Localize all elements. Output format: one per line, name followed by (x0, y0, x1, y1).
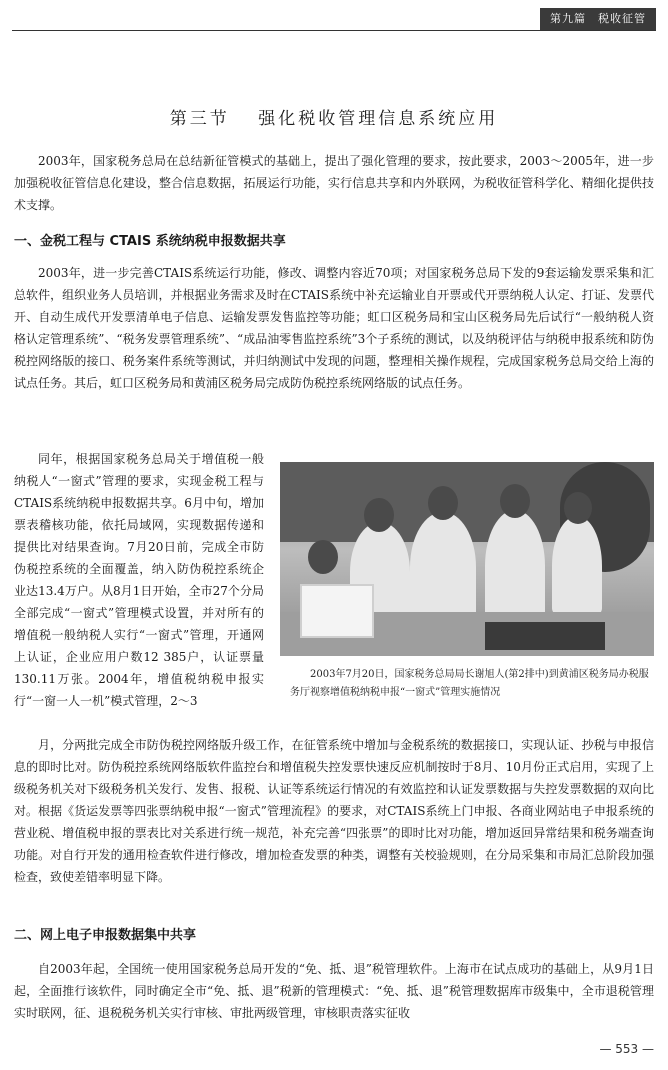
heading-two: 二、网上电子申报数据集中共享 (14, 928, 197, 943)
paragraph-two-rest: 月，分两批完成全市防伪税控网络版升级工作，在征管系统中增加与金税系统的数据接口，实现认证、抄税与申报信息的即时比对。防伪税控系统网络版软件监控台和增值税失控发票快速反应机制按时于8月、10月份正式启用，实现了上级税务机关对下级税务机关发行、发售、报税、认证等系统运行情况的有效监控和认证发票数据与失控发票数据的双向比对。根据《货运发票等四张票纳税申报“一窗式”管理流程》的要求，对CTAIS系统上门申报、各商业网站电子申报系统的营业税、增值税申报的票表比对关系进行统一规范，补充完善“四张票”的即时比对功能，增加返回异常结果和税务端查询功能。对自行开发的通用检查软件进行修改，增加检查发票的种类，调整有关校验规则，在分局采集和市局汇总阶段加强检查，致使差错率明显下降。 (14, 738, 654, 884)
paragraph-two-left: 同年，根据国家税务总局关于增值税一般纳税人“一窗式”管理的要求，实现金税工程与CTAIS系统纳税申报数据共享。6月中旬，增加票表稽核功能，依托局域网，实现数据传递和提供比对结果查询。7月20日前，完成全市防伪税控系统的全面覆盖，纳入防伪税控系统企业达13.4万户。从8月1日开始，全市27个分局全部完成“一窗式”管理模式设置，并对所有的增值税一般纳税人实行“一窗式”管理，开通网上认证，企业应用户数12 385户，认证票量130.11万张。2004年，增值税纳税申报实行“一窗一人一机”模式管理，2～3 (14, 452, 264, 708)
chapter-tab: 第九篇 税收征管 (540, 8, 656, 30)
heading-one: 一、金税工程与 CTAIS 系统纳税申报数据共享 (14, 234, 286, 249)
page-number: — 553 — (599, 1042, 654, 1056)
paragraph-three: 自2003年起，全国统一使用国家税务总局开发的“免、抵、退”税管理软件。上海市在试点成功的基础上，从9月1日起，全面推行该软件，同时确定全市“免、抵、退”税新的管理模式：“免、抵、退”税管理数据库市级集中，全市退税管理实时联网，征、退税税务机关实行审核、审批两级管理，审核职责落实征收 (14, 962, 654, 1020)
running-header (12, 8, 656, 31)
section-title: 第三节 强化税收管理信息系统应用 (169, 109, 499, 129)
paragraph-one: 2003年，进一步完善CTAIS系统运行功能，修改、调整内容近70项；对国家税务总局下发的9套运输发票采集和汇总软件，组织业务人员培训，并根据业务需求及时在CTAIS系统中补充运输业自开票或代开票纳税人认定、打证、发票代开、自动生成代开发票清单电子信息、运输发票发售监控等功能；虹口区税务局和宝山区税务局先后试行“一般纳税人资格认定管理系统”、“税务发票管理系统”、“成品油零售监控系统”3个子系统的测试，以及纳税评估与纳税申报系统和防伪税控网络版的接口、税务案件系统等测试，并归纳测试中发现的问题，整理相关操作规程，完成国家税务总局交给上海的试点任务。其后，虹口区税务局和黄浦区税务局完成防伪税控系统网络版的试点任务。 (14, 266, 654, 390)
inspection-photo (280, 462, 654, 656)
photo-caption: 2003年7月20日，国家税务总局局长谢旭人(第2排中)到黄浦区税务局办税服务厅视察增值税纳税申报“一窗式”管理实施情况 (290, 669, 649, 698)
intro-paragraph: 2003年，国家税务总局在总结新征管模式的基础上，提出了强化管理的要求，按此要求，2003～2005年，进一步加强税收征管信息化建设，整合信息数据，拓展运行功能，实行信息共享和内外联网，为税收征管科学化、精细化提供技术支撑。 (14, 154, 654, 212)
